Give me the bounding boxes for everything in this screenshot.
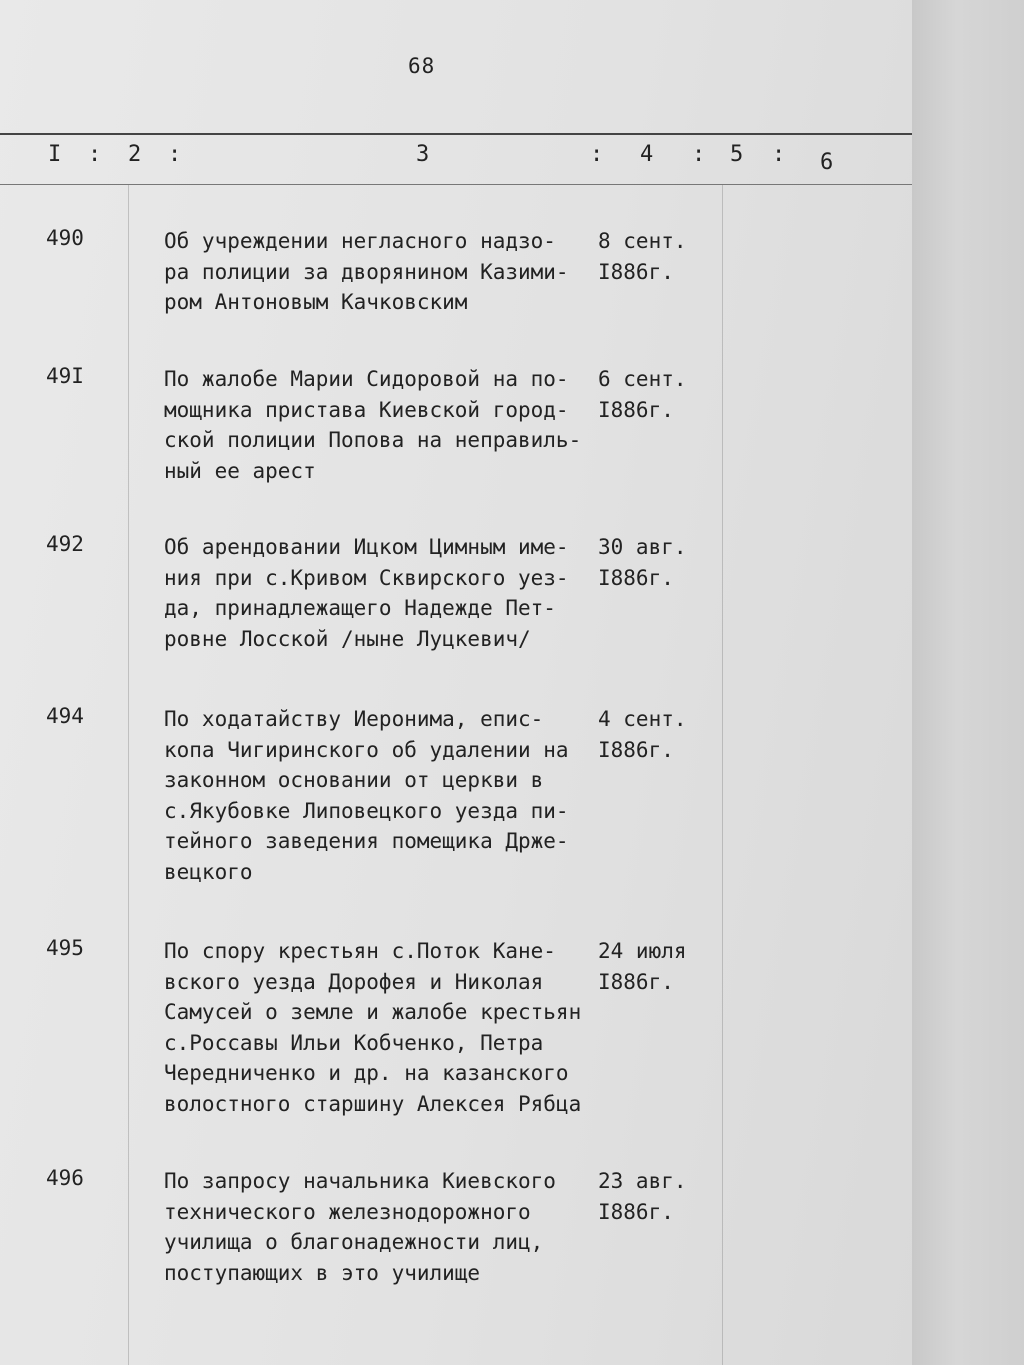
underlying-page-edge: [912, 0, 1024, 1365]
row-number: 490: [46, 226, 84, 250]
column-header-6: 6: [820, 150, 834, 175]
header-top-rule: [0, 133, 912, 135]
row-date: 8 сент. I886г.: [598, 229, 687, 284]
row-date: 4 сент. I886г.: [598, 707, 687, 762]
row-description: Об арендовании Ицком Цимным име- ния при с.Кривом Сквирского уез- да, принадлежащего Надежде Пет- ровне Лосской /ныне Луцкевич/: [164, 535, 569, 651]
row-description: По спору крестьян с.Поток Кане- вского уезда Дорофея и Николая Самусей о земле и жалобе крестьян с.Россавы Ильи Кобченко, Петра Чередниченко и др. на казанского волостного старшину Алексея Рябца: [164, 939, 582, 1116]
row-number: 494: [46, 704, 84, 728]
header-bottom-rule: [0, 184, 912, 185]
row-description: По ходатайству Иеронима, епис- копа Чигиринского об удалении на законном основании от церкви в с.Якубовке Липовецкого уезда пи- тейного заведения помещика Држе- вецкого: [164, 707, 569, 884]
column-separator: :: [590, 142, 604, 167]
row-description: По жалобе Марии Сидоровой на по- мощника пристава Киевской город- ской полиции Попова на неправиль- ный ее арест: [164, 367, 582, 483]
column-separator: :: [692, 142, 706, 167]
row-date: 30 авг. I886г.: [598, 535, 687, 590]
row-number: 495: [46, 936, 84, 960]
page-number: 68: [408, 54, 436, 78]
column-header-5: 5: [730, 142, 744, 167]
column-header-1: I: [48, 142, 62, 167]
column-header-3: 3: [416, 142, 430, 167]
row-date: 23 авг. I886г.: [598, 1169, 687, 1224]
row-date: 24 июля I886г.: [598, 939, 687, 994]
row-number: 49I: [46, 364, 84, 388]
column-divider: [722, 185, 723, 1365]
column-separator: :: [772, 142, 786, 167]
row-date: 6 сент. I886г.: [598, 367, 687, 422]
column-separator: :: [88, 142, 102, 167]
row-description: Об учреждении негласного надзо- ра полиции за дворянином Казими- ром Антоновым Качковским: [164, 229, 569, 314]
column-header-2: 2: [128, 142, 142, 167]
column-header-4: 4: [640, 142, 654, 167]
column-divider: [128, 185, 129, 1365]
row-number: 492: [46, 532, 84, 556]
row-number: 496: [46, 1166, 84, 1190]
column-separator: :: [168, 142, 182, 167]
row-description: По запросу начальника Киевского технического железнодорожного училища о благонадежности лиц, поступающих в это училище: [164, 1169, 556, 1285]
